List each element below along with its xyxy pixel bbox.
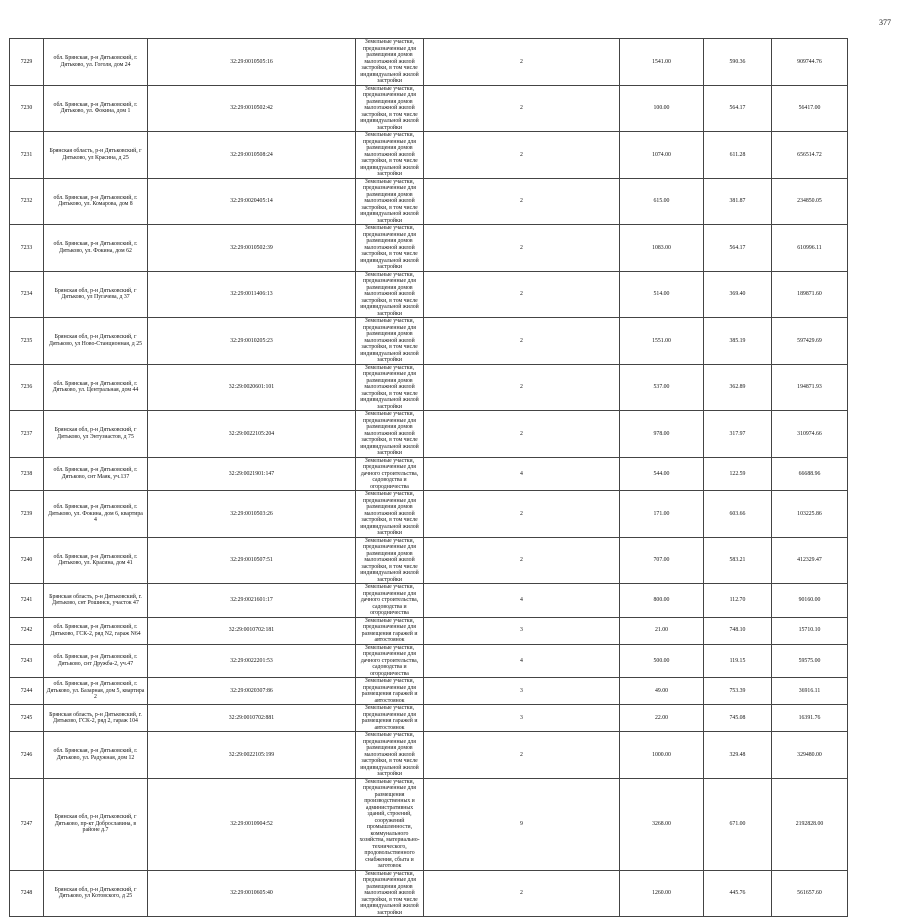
area-cell: 615.00 [620, 178, 704, 225]
specific-value-cell: 611.28 [704, 132, 772, 179]
group-cell: 3 [424, 705, 620, 732]
table-row [10, 364, 886, 411]
group-cell: 2 [424, 39, 620, 86]
row-number-cell: 7230 [10, 85, 44, 132]
table-row [10, 178, 886, 225]
cadastral-number-cell: 32:29:0022201:53 [148, 644, 356, 678]
cadastral-value-cell: 66688.96 [772, 457, 848, 491]
group-cell: 2 [424, 491, 620, 538]
area-cell: 22.00 [620, 705, 704, 732]
row-number-cell: 7238 [10, 457, 44, 491]
specific-value-cell: 590.36 [704, 39, 772, 86]
specific-value-cell: 671.00 [704, 778, 772, 870]
row-number-cell: 7234 [10, 271, 44, 318]
group-cell: 4 [424, 457, 620, 491]
land-use-cell: Земельные участки, предназначенные для размещения домов малоэтажной жилой застройки, в том числе индивидуальной жилой застройки [356, 411, 424, 458]
area-cell: 3268.00 [620, 778, 704, 870]
cadastral-value-cell: 15710.10 [772, 617, 848, 644]
group-cell: 2 [424, 132, 620, 179]
address-cell: обл. Брянская, р-н Дятьковский, г. Дятьково, ул. Радужная, дом 12 [44, 732, 148, 779]
row-number-cell: 7242 [10, 617, 44, 644]
cadastral-number-cell: 32:29:0010702:881 [148, 705, 356, 732]
table-row [10, 457, 886, 491]
cadastral-value-cell: 909744.76 [772, 39, 848, 86]
specific-value-cell: 112.70 [704, 584, 772, 618]
cadastral-number-cell: 32:29:0010503:26 [148, 491, 356, 538]
cadastral-value-cell: 310974.66 [772, 411, 848, 458]
land-use-cell: Земельные участки, предназначенные для размещения гаражей и автостоянок [356, 617, 424, 644]
table-row [10, 778, 886, 870]
area-cell: 171.00 [620, 491, 704, 538]
cadastral-number-cell: 32:29:0022105:204 [148, 411, 356, 458]
address-cell: Брянская обл, р-н Дятьковский, г Дятьково, ул Энтузиастов, д 75 [44, 411, 148, 458]
cadastral-value-cell: 597429.69 [772, 318, 848, 365]
area-cell: 500.00 [620, 644, 704, 678]
group-cell: 4 [424, 644, 620, 678]
address-cell: обл. Брянская, р-н Дятьковский, г. Дятьково, ГСК-2, ряд N2, гараж N64 [44, 617, 148, 644]
land-use-cell: Земельные участки, предназначенные для размещения домов малоэтажной жилой застройки, в том числе индивидуальной жилой застройки [356, 537, 424, 584]
land-use-cell: Земельные участки, предназначенные для размещения домов малоэтажной жилой застройки, в том числе индивидуальной жилой застройки [356, 39, 424, 86]
cadastral-value-cell: 90160.00 [772, 584, 848, 618]
cadastral-number-cell: 32:29:0010605:40 [148, 870, 356, 917]
address-cell: обл. Брянская, р-н Дятьковский, г. Дятьково, снт Дружба-2, уч.47 [44, 644, 148, 678]
row-number-cell: 7232 [10, 178, 44, 225]
address-cell: Брянская область, р-н Дятьковский, г Дятьково, ул Красина, д 25 [44, 132, 148, 179]
specific-value-cell: 445.76 [704, 870, 772, 917]
row-number-cell: 7243 [10, 644, 44, 678]
area-cell: 800.00 [620, 584, 704, 618]
cadastral-value-cell: 329480.00 [772, 732, 848, 779]
address-cell: Брянская обл, р-н Дятьковский, г Дятьково, ул Котовского, д 25 [44, 870, 148, 917]
cadastral-number-cell: 32:29:0020405:14 [148, 178, 356, 225]
specific-value-cell: 317.97 [704, 411, 772, 458]
row-number-cell: 7248 [10, 870, 44, 917]
cadastral-number-cell: 32:29:0010508:24 [148, 132, 356, 179]
address-cell: обл. Брянская, р-н Дятьковский, г. Дятьково, снт Маяк, уч.137 [44, 457, 148, 491]
specific-value-cell: 362.89 [704, 364, 772, 411]
specific-value-cell: 603.66 [704, 491, 772, 538]
area-cell: 707.00 [620, 537, 704, 584]
table-body [10, 39, 886, 917]
cadastral-number-cell: 32:29:0020601:101 [148, 364, 356, 411]
group-cell: 3 [424, 617, 620, 644]
row-number-cell: 7229 [10, 39, 44, 86]
group-cell: 2 [424, 85, 620, 132]
cadastral-number-cell: 32:29:0021601:17 [148, 584, 356, 618]
address-cell: обл. Брянская, р-н Дятьковский, г. Дятьково, ул. Красина, дом 41 [44, 537, 148, 584]
table-row [10, 225, 886, 272]
land-use-cell: Земельные участки, предназначенные для размещения домов малоэтажной жилой застройки, в том числе индивидуальной жилой застройки [356, 364, 424, 411]
group-cell: 2 [424, 411, 620, 458]
address-cell: обл. Брянская, р-н Дятьковский, г. Дятьково, ул. Фокина, дом 1 [44, 85, 148, 132]
land-use-cell: Земельные участки, предназначенные для размещения домов малоэтажной жилой застройки, в том числе индивидуальной жилой застройки [356, 178, 424, 225]
row-number-cell: 7233 [10, 225, 44, 272]
address-cell: обл. Брянская, р-н Дятьковский, г. Дятьково, ул. Центральная, дом 44 [44, 364, 148, 411]
land-use-cell: Земельные участки, предназначенные для дачного строительства, садоводства и огородничества [356, 644, 424, 678]
group-cell: 2 [424, 178, 620, 225]
group-cell: 2 [424, 537, 620, 584]
cadastral-value-cell: 194871.93 [772, 364, 848, 411]
group-cell: 2 [424, 364, 620, 411]
table-row [10, 271, 886, 318]
table-row [10, 39, 886, 86]
cadastral-value-cell: 189871.60 [772, 271, 848, 318]
address-cell: обл. Брянская, р-н Дятьковский, г. Дятьково, ул. Гоголя, дом 24 [44, 39, 148, 86]
area-cell: 514.00 [620, 271, 704, 318]
land-use-cell: Земельные участки, предназначенные для дачного строительства, садоводства и огородничества [356, 457, 424, 491]
cadastral-value-cell: 56417.00 [772, 85, 848, 132]
land-use-cell: Земельные участки, предназначенные для размещения домов малоэтажной жилой застройки, в том числе индивидуальной жилой застройки [356, 870, 424, 917]
cadastral-value-cell: 234850.05 [772, 178, 848, 225]
table-row [10, 318, 886, 365]
group-cell: 4 [424, 584, 620, 618]
area-cell: 544.00 [620, 457, 704, 491]
row-number-cell: 7241 [10, 584, 44, 618]
address-cell: Брянская область, р-н Дятьковский, г. Дятьково, снт Рошинск, участок 47 [44, 584, 148, 618]
cadastral-value-table [9, 38, 886, 917]
land-use-cell: Земельные участки, предназначенные для размещения домов малоэтажной жилой застройки, в том числе индивидуальной жилой застройки [356, 132, 424, 179]
cadastral-value-cell: 36916.11 [772, 678, 848, 705]
land-use-cell: Земельные участки, предназначенные для размещения производственных и административных зданий, строений, сооружений промышленности, коммунального хозяйства, материально-технического, продовольственного снабжения, сбыта и заготовок [356, 778, 424, 870]
address-cell: обл. Брянская, р-н Дятьковский, г. Дятьково, ул. Фокина, дом 6, квартира 4 [44, 491, 148, 538]
table-row [10, 411, 886, 458]
specific-value-cell: 753.39 [704, 678, 772, 705]
specific-value-cell: 385.19 [704, 318, 772, 365]
address-cell: Брянская область, р-н Дятьковский, г. Дятьково, ГСК-2, ряд 2, гараж 104 [44, 705, 148, 732]
cadastral-number-cell: 32:29:0010205:23 [148, 318, 356, 365]
cadastral-value-cell: 412329.47 [772, 537, 848, 584]
group-cell: 2 [424, 870, 620, 917]
cadastral-number-cell: 32:29:0010502:39 [148, 225, 356, 272]
land-use-cell: Земельные участки, предназначенные для размещения домов малоэтажной жилой застройки, в том числе индивидуальной жилой застройки [356, 271, 424, 318]
specific-value-cell: 119.15 [704, 644, 772, 678]
cadastral-number-cell: 32:29:0022105:199 [148, 732, 356, 779]
row-number-cell: 7245 [10, 705, 44, 732]
specific-value-cell: 583.21 [704, 537, 772, 584]
land-use-cell: Земельные участки, предназначенные для дачного строительства, садоводства и огородничества [356, 584, 424, 618]
area-cell: 1260.00 [620, 870, 704, 917]
specific-value-cell: 369.40 [704, 271, 772, 318]
cadastral-number-cell: 32:29:0010702:181 [148, 617, 356, 644]
cadastral-value-cell: 561657.60 [772, 870, 848, 917]
land-use-cell: Земельные участки, предназначенные для размещения домов малоэтажной жилой застройки, в том числе индивидуальной жилой застройки [356, 491, 424, 538]
area-cell: 978.00 [620, 411, 704, 458]
group-cell: 2 [424, 732, 620, 779]
table-row [10, 584, 886, 618]
address-cell: Брянская обл, р-н Дятьковский, г Дятьково, ул Пугачева, д 37 [44, 271, 148, 318]
table-row [10, 705, 886, 732]
cadastral-value-cell: 103225.86 [772, 491, 848, 538]
row-number-cell: 7231 [10, 132, 44, 179]
specific-value-cell: 329.48 [704, 732, 772, 779]
cadastral-number-cell: 32:29:0010904:52 [148, 778, 356, 870]
group-cell: 9 [424, 778, 620, 870]
land-use-cell: Земельные участки, предназначенные для размещения домов малоэтажной жилой застройки, в том числе индивидуальной жилой застройки [356, 732, 424, 779]
specific-value-cell: 748.10 [704, 617, 772, 644]
area-cell: 1541.00 [620, 39, 704, 86]
land-use-cell: Земельные участки, предназначенные для размещения домов малоэтажной жилой застройки, в том числе индивидуальной жилой застройки [356, 225, 424, 272]
row-number-cell: 7244 [10, 678, 44, 705]
area-cell: 1074.00 [620, 132, 704, 179]
specific-value-cell: 564.17 [704, 85, 772, 132]
table-row [10, 537, 886, 584]
address-cell: Брянская обл, р-н Дятьковский, г Дятьково, ул Ново-Станционная, д 25 [44, 318, 148, 365]
cadastral-value-cell: 16391.76 [772, 705, 848, 732]
land-use-cell: Земельные участки, предназначенные для размещения домов малоэтажной жилой застройки, в том числе индивидуальной жилой застройки [356, 85, 424, 132]
land-use-cell: Земельные участки, предназначенные для размещения гаражей и автостоянок [356, 705, 424, 732]
group-cell: 2 [424, 225, 620, 272]
cadastral-number-cell: 32:29:0010502:42 [148, 85, 356, 132]
row-number-cell: 7235 [10, 318, 44, 365]
area-cell: 100.00 [620, 85, 704, 132]
row-number-cell: 7236 [10, 364, 44, 411]
table-row [10, 678, 886, 705]
cadastral-number-cell: 32:29:0020307:86 [148, 678, 356, 705]
cadastral-value-cell: 59575.00 [772, 644, 848, 678]
specific-value-cell: 381.87 [704, 178, 772, 225]
area-cell: 1551.00 [620, 318, 704, 365]
cadastral-value-cell: 656514.72 [772, 132, 848, 179]
row-number-cell: 7237 [10, 411, 44, 458]
specific-value-cell: 122.59 [704, 457, 772, 491]
specific-value-cell: 745.08 [704, 705, 772, 732]
address-cell: обл. Брянская, р-н Дятьковский, г. Дятьково, ул. Комарова, дом 8 [44, 178, 148, 225]
row-number-cell: 7247 [10, 778, 44, 870]
row-number-cell: 7239 [10, 491, 44, 538]
table-row [10, 491, 886, 538]
group-cell: 3 [424, 678, 620, 705]
table-row [10, 644, 886, 678]
address-cell: обл. Брянская, р-н Дятьковский, г. Дятьково, ул. Базарная, дом 5, квартира 2 [44, 678, 148, 705]
cadastral-value-cell: 610996.11 [772, 225, 848, 272]
row-number-cell: 7240 [10, 537, 44, 584]
table-row [10, 732, 886, 779]
cadastral-value-cell: 2192828.00 [772, 778, 848, 870]
area-cell: 21.00 [620, 617, 704, 644]
specific-value-cell: 564.17 [704, 225, 772, 272]
group-cell: 2 [424, 318, 620, 365]
table-row [10, 85, 886, 132]
group-cell: 2 [424, 271, 620, 318]
cadastral-number-cell: 32:29:0010507:51 [148, 537, 356, 584]
land-use-cell: Земельные участки, предназначенные для размещения гаражей и автостоянок [356, 678, 424, 705]
area-cell: 1000.00 [620, 732, 704, 779]
area-cell: 537.00 [620, 364, 704, 411]
row-number-cell: 7246 [10, 732, 44, 779]
cadastral-number-cell: 32:29:0011406:13 [148, 271, 356, 318]
page-number: 377 [879, 18, 891, 27]
cadastral-number-cell: 32:29:0021901:147 [148, 457, 356, 491]
table-row [10, 132, 886, 179]
cadastral-number-cell: 32:29:0010505:16 [148, 39, 356, 86]
address-cell: Брянская обл, р-н Дятьковский, г Дятьково, пр-кт Доброславина, в районе д.7 [44, 778, 148, 870]
address-cell: обл. Брянская, р-н Дятьковский, г. Дятьково, ул. Фокина, дом 62 [44, 225, 148, 272]
area-cell: 49.00 [620, 678, 704, 705]
table-row [10, 870, 886, 917]
land-use-cell: Земельные участки, предназначенные для размещения домов малоэтажной жилой застройки, в том числе индивидуальной жилой застройки [356, 318, 424, 365]
area-cell: 1083.00 [620, 225, 704, 272]
